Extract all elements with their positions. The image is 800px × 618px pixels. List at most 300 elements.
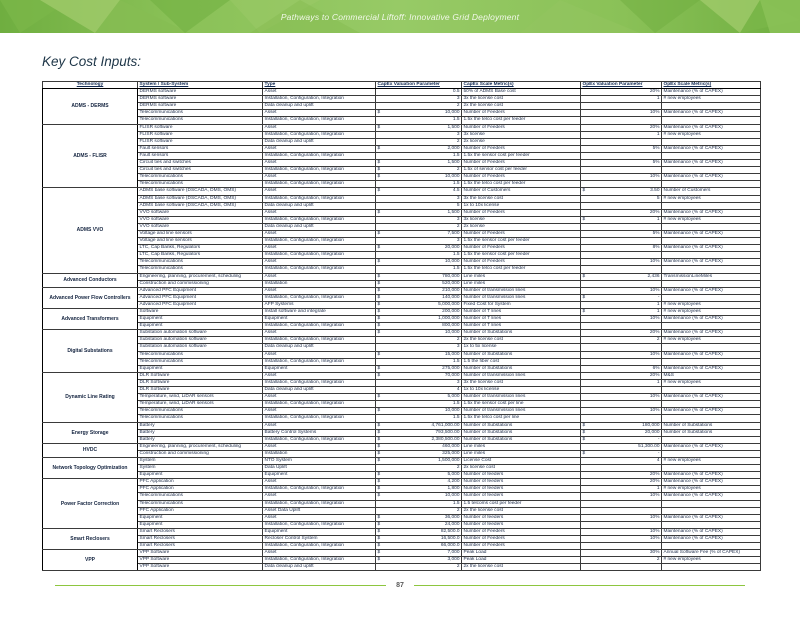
system-cell: Telecommunications (138, 408, 263, 415)
capex-param-cell (376, 457, 462, 464)
table-row (43, 323, 761, 330)
type-cell: Asset (263, 408, 376, 415)
type-cell: Installation, Configuration, Integration (263, 486, 376, 493)
capex-param-cell-value: 275,000 (442, 365, 460, 371)
opex-param-cell-value: 10% (649, 493, 660, 499)
opex-metric-cell: Maintenance (% of CAPEX) (662, 514, 761, 521)
opex-param-cell (581, 280, 662, 287)
capex-param-cell-value: 10,000 (444, 259, 460, 265)
technology-cell: ADMS - FLISR (43, 124, 138, 188)
system-cell: Substation automation software (138, 344, 263, 351)
system-cell: Telecommunications (138, 266, 263, 273)
opex-metric-cell: # new employees (662, 309, 761, 316)
capex-param-cell (376, 301, 462, 308)
opex-param-cell (581, 131, 662, 138)
capex-param-cell (376, 550, 462, 557)
table-row (43, 387, 761, 394)
capex-param-cell-value: 7,500 (447, 230, 460, 236)
capex-param-cell-value: 7,000 (447, 550, 460, 556)
opex-param-cell (581, 323, 662, 330)
table-row (43, 301, 761, 308)
opex-param-cell (581, 536, 662, 543)
opex-metric-cell: Maintenance (% of CAPEX) (662, 230, 761, 237)
capex-param-cell (376, 436, 462, 443)
capex-metric-cell: 1.5 the fiber cost (462, 358, 581, 365)
opex-metric-cell (662, 181, 761, 188)
table-row (43, 245, 761, 252)
capex-param-cell (376, 514, 462, 521)
system-cell: DLR Software (138, 372, 263, 379)
technology-section (43, 330, 761, 373)
table-header (43, 82, 761, 89)
system-cell: VVO software (138, 223, 263, 230)
opex-param-cell-value: 10% (649, 174, 660, 180)
opex-param-cell-value: 20,000 (644, 429, 660, 435)
system-cell: Software (138, 309, 263, 316)
capex-metric-cell: Number of Substations (462, 330, 581, 337)
capex-metric-cell: License Cost (462, 457, 581, 464)
opex-metric-cell: Maintenance (% of CAPEX) (662, 493, 761, 500)
table-row (43, 557, 761, 564)
system-cell: Fault sensors (138, 145, 263, 152)
capex-param-cell-value: 1,500,000 (438, 457, 460, 463)
capex-metric-cell: 2x the license cost (462, 337, 581, 344)
capex-param-cell (376, 181, 462, 188)
capex-param-cell-value: 3 (456, 216, 460, 222)
capex-metric-cell: 1x to 10x license (462, 202, 581, 209)
opex-metric-cell: Maintenance (% of CAPEX) (662, 316, 761, 323)
type-cell: Asset (263, 443, 376, 450)
system-cell: Substation automation software (138, 337, 263, 344)
dollar-sign: $ (377, 309, 381, 314)
opex-param-cell (581, 316, 662, 323)
capex-metric-cell: 1.5 telcoms cost per feeder (462, 500, 581, 507)
capex-param-cell (376, 131, 462, 138)
opex-metric-cell: Maintenance (% of CAPEX) (662, 259, 761, 266)
capex-param-cell (376, 145, 462, 152)
opex-metric-cell: Maintenance (% of CAPEX) (662, 351, 761, 358)
dollar-sign: $ (377, 422, 381, 428)
opex-param-cell (581, 238, 662, 245)
capex-param-cell (376, 124, 462, 131)
system-cell: VPP Software (138, 557, 263, 564)
type-cell: Asset (263, 514, 376, 521)
dollar-sign: $ (377, 323, 381, 329)
opex-param-cell (581, 436, 662, 443)
opex-param-cell-value: 20% (649, 89, 660, 95)
table-row (43, 564, 761, 571)
dollar-sign: $ (377, 160, 381, 166)
dollar-sign: $ (582, 216, 586, 222)
type-cell: Data cleanup and uplift (263, 223, 376, 230)
opex-param-cell-value: 1 (656, 131, 660, 137)
opex-param-cell (581, 110, 662, 117)
opex-param-cell (581, 557, 662, 564)
table-row (43, 117, 761, 124)
opex-metric-cell: Number of Substations (662, 422, 761, 429)
opex-param-cell (581, 117, 662, 124)
type-cell: Install software and integrate (263, 309, 376, 316)
capex-param-cell (376, 287, 462, 294)
type-cell: Installation, Configuration, Integration (263, 358, 376, 365)
capex-param-cell (376, 195, 462, 202)
capex-param-cell (376, 152, 462, 159)
table-row (43, 465, 761, 472)
system-cell: PFC Application (138, 507, 263, 514)
type-cell: Installation, Configuration, Integration (263, 379, 376, 386)
opex-metric-cell (662, 358, 761, 365)
opex-param-cell-value: 1 (656, 96, 660, 102)
capex-param-cell-value: 3 (456, 96, 460, 102)
system-cell: Equipment (138, 323, 263, 330)
table-row (43, 507, 761, 514)
capex-param-cell (376, 507, 462, 514)
opex-metric-cell: Maintenance (% of CAPEX) (662, 330, 761, 337)
system-cell: Temperature, wind, LiDAR sensors (138, 401, 263, 408)
opex-metric-cell: # new employees (662, 301, 761, 308)
opex-metric-cell (662, 564, 761, 571)
system-cell: Telecommunications (138, 493, 263, 500)
column-header: OpEx Valuation Parameter (581, 82, 662, 89)
table-row (43, 521, 761, 528)
capex-metric-cell: Number of transmission lines (462, 394, 581, 401)
system-cell: VPP Software (138, 550, 263, 557)
capex-metric-cell: Number of Substations (462, 365, 581, 372)
opex-param-cell (581, 138, 662, 145)
opex-param-cell (581, 479, 662, 486)
capex-param-cell-value: 140,000 (442, 294, 460, 300)
opex-param-cell (581, 408, 662, 415)
opex-metric-cell: Maintenance (% of CAPEX) (662, 89, 761, 96)
opex-metric-cell (662, 223, 761, 230)
capex-param-cell (376, 96, 462, 103)
capex-param-cell (376, 174, 462, 181)
system-cell: PFC Application (138, 479, 263, 486)
opex-param-cell (581, 514, 662, 521)
opex-param-cell (581, 252, 662, 259)
type-cell: Asset (263, 209, 376, 216)
table-row (43, 394, 761, 401)
capex-param-cell-value: 1.5 (452, 117, 460, 123)
technology-section (43, 287, 761, 308)
opex-metric-cell: Maintenance (% of CAPEX) (662, 365, 761, 372)
system-cell: Circuit ties and switches (138, 160, 263, 167)
opex-param-cell (581, 550, 662, 557)
capex-param-cell-value: 20,000 (444, 245, 460, 251)
column-header: CapEx Valuation Parameter (376, 82, 462, 89)
type-cell: Data cleanup and uplift (263, 564, 376, 571)
system-cell: Telecommunications (138, 259, 263, 266)
technology-section (43, 309, 761, 330)
opex-metric-cell (662, 103, 761, 110)
dollar-sign: $ (582, 294, 586, 300)
capex-param-cell-value: 1.5 (452, 415, 460, 421)
system-cell: Advanced PFC Equipment (138, 294, 263, 301)
capex-param-cell-value: 2 (456, 507, 460, 513)
capex-param-cell-value: 1.5 (452, 358, 460, 364)
opex-param-cell (581, 394, 662, 401)
opex-param-cell-value: 10% (649, 408, 660, 414)
technology-section (43, 528, 761, 549)
opex-metric-cell (662, 401, 761, 408)
capex-param-cell-value: 1.5 (452, 266, 460, 272)
capex-metric-cell: Number of feeders (462, 479, 581, 486)
capex-param-cell (376, 252, 462, 259)
table-row (43, 500, 761, 507)
capex-param-cell-value: 2 (456, 465, 460, 471)
table-row (43, 457, 761, 464)
system-cell: Fault sensors (138, 152, 263, 159)
capex-param-cell-value: 16,500.0 (440, 536, 460, 541)
opex-metric-cell (662, 152, 761, 159)
technology-section (43, 124, 761, 188)
capex-metric-cell: Number of Substations (462, 429, 581, 436)
type-cell: Asset (263, 493, 376, 500)
type-cell: Asset (263, 394, 376, 401)
opex-metric-cell (662, 280, 761, 287)
table-row (43, 152, 761, 159)
table-row (43, 514, 761, 521)
opex-param-cell-value: - (657, 436, 660, 442)
opex-param-cell (581, 152, 662, 159)
table-row (43, 436, 761, 443)
capex-param-cell (376, 394, 462, 401)
opex-metric-cell: Number of Customers (662, 188, 761, 195)
dollar-sign: $ (377, 486, 381, 492)
opex-param-cell-value: 1 (656, 216, 660, 222)
opex-param-cell-value: 2 (656, 557, 660, 563)
opex-param-cell (581, 89, 662, 96)
dollar-sign: $ (377, 372, 381, 378)
opex-param-cell-value: 20% (649, 124, 660, 130)
system-cell: System (138, 457, 263, 464)
opex-param-cell (581, 195, 662, 202)
capex-metric-cell: 1.5x the sensor cost per line (462, 401, 581, 408)
system-cell: Substation automation software (138, 330, 263, 337)
slide-header-banner (0, 0, 800, 33)
type-cell: Installation, Configuration, Integration (263, 167, 376, 174)
dollar-sign: $ (377, 365, 381, 371)
capex-param-cell (376, 188, 462, 195)
type-cell: Data cleanup and uplift (263, 138, 376, 145)
opex-param-cell-value: 2,436 (647, 273, 660, 279)
opex-metric-cell (662, 266, 761, 273)
capex-metric-cell: Number of transmission lines (462, 408, 581, 415)
opex-param-cell (581, 145, 662, 152)
opex-param-cell-value: 30% (649, 550, 660, 556)
table-row (43, 408, 761, 415)
dollar-sign: $ (377, 514, 381, 520)
dollar-sign: $ (377, 550, 381, 556)
capex-param-cell-value: 325,000 (442, 450, 460, 456)
table-row (43, 422, 761, 429)
capex-param-cell (376, 160, 462, 167)
type-cell: Data cleanup and uplift (263, 344, 376, 351)
capex-param-cell-value: 1.5 (452, 401, 460, 407)
capex-metric-cell: Number of Feeders (462, 230, 581, 237)
opex-param-cell-value: 1 (656, 301, 660, 307)
capex-param-cell-value: 200,000 (442, 309, 460, 314)
type-cell: Installation, Configuration, Integration (263, 195, 376, 202)
table-row (43, 280, 761, 287)
capex-metric-cell: 2x the license cost (462, 103, 581, 110)
opex-param-cell (581, 301, 662, 308)
capex-param-cell-value: 5,000,000 (438, 301, 460, 307)
type-cell: Asset (263, 422, 376, 429)
capex-param-cell-value: 2 (456, 337, 460, 343)
opex-param-cell (581, 103, 662, 110)
capex-param-cell (376, 472, 462, 479)
capex-metric-cell: 1.5x the sensor cost per feeder (462, 152, 581, 159)
system-cell: Temperature, wind, LiDAR sensors (138, 394, 263, 401)
type-cell: Asset (263, 230, 376, 237)
type-cell: Equipment (263, 472, 376, 479)
system-cell: Telecommunications (138, 358, 263, 365)
dollar-sign: $ (377, 230, 381, 236)
dollar-sign: $ (582, 188, 586, 194)
technology-cell: Digital Substations (43, 330, 138, 373)
opex-metric-cell (662, 117, 761, 124)
capex-param-cell-value: 3 (456, 238, 460, 244)
capex-metric-cell: 3x the license cost (462, 379, 581, 386)
capex-metric-cell: Peak Load (462, 557, 581, 564)
table-row (43, 124, 761, 131)
opex-param-cell (581, 287, 662, 294)
opex-param-cell (581, 401, 662, 408)
type-cell: Installation, Configuration, Integration (263, 117, 376, 124)
dollar-sign: $ (377, 436, 381, 442)
capex-param-cell (376, 230, 462, 237)
dollar-sign: $ (582, 436, 586, 442)
table-row (43, 344, 761, 351)
capex-metric-cell: 2x the license cost (462, 564, 581, 571)
dollar-sign: $ (377, 273, 381, 279)
opex-param-cell (581, 457, 662, 464)
capex-metric-cell: 1.5x the sensor cost per feeder (462, 238, 581, 245)
dollar-sign: $ (377, 394, 381, 400)
type-cell: Battery Control Systems (263, 429, 376, 436)
system-cell: Telecommunications (138, 117, 263, 124)
opex-param-cell-value: 20% (649, 372, 660, 378)
system-cell: Battery (138, 436, 263, 443)
opex-metric-cell: Maintenance (% of CAPEX) (662, 536, 761, 543)
table-header-row (43, 82, 761, 89)
capex-param-cell-value: 15,000 (444, 351, 460, 357)
capex-param-cell (376, 379, 462, 386)
type-cell: Installation, Configuration, Integration (263, 323, 376, 330)
dollar-sign: $ (377, 294, 381, 300)
opex-param-cell (581, 351, 662, 358)
table-row (43, 131, 761, 138)
technology-cell: Network Topology Optimization (43, 457, 138, 478)
system-cell: Smart Reclosers (138, 536, 263, 543)
type-cell: Installation, Configuration, Integration (263, 401, 376, 408)
capex-metric-cell: 50% of ADMS Base cost (462, 89, 581, 96)
capex-param-cell-value: 1.5 (452, 500, 460, 506)
opex-param-cell-value: 51,300.00 (638, 443, 660, 449)
opex-metric-cell (662, 387, 761, 394)
type-cell: Equipment (263, 316, 376, 323)
type-cell: Asset (263, 259, 376, 266)
opex-metric-cell (662, 344, 761, 351)
opex-metric-cell: Maintenance (% of CAPEX) (662, 443, 761, 450)
table-row (43, 372, 761, 379)
opex-metric-cell: # new employees (662, 96, 761, 103)
capex-param-cell (376, 564, 462, 571)
capex-param-cell (376, 323, 462, 330)
opex-param-cell (581, 160, 662, 167)
type-cell: Asset (263, 273, 376, 280)
dollar-sign: $ (377, 245, 381, 251)
capex-param-cell (376, 486, 462, 493)
dollar-sign: $ (582, 429, 586, 435)
column-header: Type (263, 82, 376, 89)
technology-section (43, 273, 761, 287)
opex-param-cell (581, 528, 662, 535)
opex-param-cell (581, 337, 662, 344)
system-cell: ADMS base software (DSCADA, DMS, OMS) (138, 195, 263, 202)
capex-metric-cell: 1x to 5x license (462, 344, 581, 351)
technology-cell: Smart Reclosers (43, 528, 138, 549)
capex-param-cell (376, 528, 462, 535)
opex-param-cell-value: 1 (656, 309, 660, 314)
type-cell: Installation, Configuration, Integration (263, 294, 376, 301)
opex-metric-cell: # new employees (662, 337, 761, 344)
opex-param-cell (581, 202, 662, 209)
system-cell: DERMS software (138, 103, 263, 110)
capex-metric-cell: Number of Feeders (462, 259, 581, 266)
capex-param-cell (376, 493, 462, 500)
capex-metric-cell: 1.5x the telco cost per feeder (462, 181, 581, 188)
capex-param-cell (376, 89, 462, 96)
capex-metric-cell: Number of feeders (462, 486, 581, 493)
capex-metric-cell: Number of Feeders (462, 528, 581, 535)
opex-metric-cell: Maintenance (% of CAPEX) (662, 110, 761, 117)
opex-metric-cell: Maintenance (% of CAPEX) (662, 528, 761, 535)
technology-cell: Advanced Power Flow Controllers (43, 287, 138, 308)
type-cell: Asset (263, 287, 376, 294)
capex-param-cell-value: 460,000 (442, 443, 460, 449)
opex-param-cell (581, 422, 662, 429)
table-row (43, 216, 761, 223)
opex-metric-cell: Maintenance (% of CAPEX) (662, 408, 761, 415)
table-row (43, 160, 761, 167)
type-cell: Installation, Configuration, Integration (263, 557, 376, 564)
capex-param-cell (376, 351, 462, 358)
table-row (43, 351, 761, 358)
opex-metric-cell (662, 450, 761, 457)
table-row (43, 287, 761, 294)
type-cell: Asset (263, 351, 376, 358)
technology-section (43, 372, 761, 422)
opex-param-cell-value: 10% (649, 394, 660, 400)
capex-param-cell (376, 543, 462, 550)
table-row (43, 266, 761, 273)
type-cell: Installation, Configuration, Integration (263, 181, 376, 188)
capex-param-cell (376, 387, 462, 394)
opex-param-cell (581, 379, 662, 386)
capex-metric-cell: Number of Feeders (462, 145, 581, 152)
capex-param-cell (376, 557, 462, 564)
type-cell: Installation, Configuration, Integration (263, 266, 376, 273)
capex-metric-cell: Number of T lines (462, 323, 581, 330)
table-row (43, 365, 761, 372)
dollar-sign: $ (582, 450, 586, 456)
system-cell: Circuit ties and switches (138, 167, 263, 174)
system-cell: ADMS base software (DSCADA, DMS, OMS) (138, 188, 263, 195)
opex-metric-cell: # new employees (662, 457, 761, 464)
table-row (43, 103, 761, 110)
